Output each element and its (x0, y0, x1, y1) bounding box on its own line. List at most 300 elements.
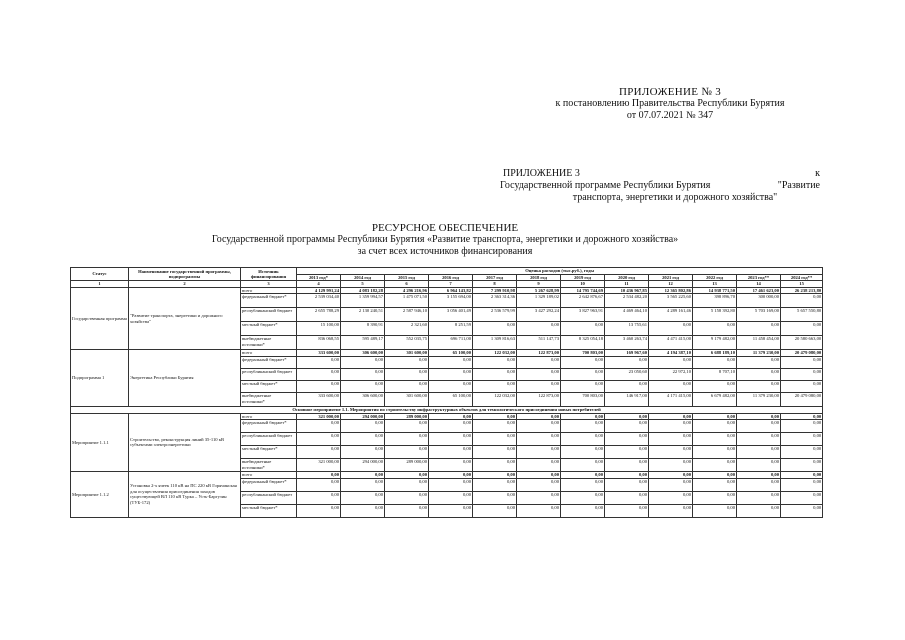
row-value: 8 390,91 (341, 322, 385, 336)
row-source: всего (241, 413, 297, 420)
row-value: 0,00 (737, 420, 781, 433)
row-value: 2 534 482,20 (605, 294, 649, 308)
row-value: 0,00 (297, 433, 341, 446)
row-value: 0,00 (297, 380, 341, 392)
table-index-row (71, 281, 823, 288)
row-value: 0,00 (737, 380, 781, 392)
row-value: 0,00 (649, 491, 693, 504)
row-value: 14 795 744,69 (561, 287, 605, 294)
row-value: 0,00 (297, 356, 341, 368)
row-value: 0,00 (473, 322, 517, 336)
row-source: республиканский бюджет (241, 433, 297, 446)
row-source: федеральный бюджет* (241, 294, 297, 308)
year-header: 2014 год (341, 274, 385, 281)
row-value: 2 539 034,40 (297, 294, 341, 308)
row-value: 0,00 (605, 420, 649, 433)
year-header: 2017 год (473, 274, 517, 281)
header-status: Статус (71, 268, 129, 281)
column-index: 15 (781, 281, 823, 288)
column-index: 12 (649, 281, 693, 288)
row-value: 0,00 (649, 504, 693, 517)
row-source: федеральный бюджет* (241, 478, 297, 491)
year-header: 2013 год* (297, 274, 341, 281)
row-value: 0,00 (561, 472, 605, 479)
row-value: 0,00 (605, 413, 649, 420)
row-value: 0,00 (429, 446, 473, 459)
column-index: 10 (561, 281, 605, 288)
year-header: 2021 год (649, 274, 693, 281)
row-value: 0,00 (693, 472, 737, 479)
row-value: 12 365 802,86 (649, 287, 693, 294)
year-header: 2016 год (429, 274, 473, 281)
row-value: 0,00 (429, 478, 473, 491)
row-status: Государственная программа (71, 287, 129, 350)
table-row (71, 413, 823, 420)
row-value: 0,00 (693, 446, 737, 459)
row-value: 301 600,00 (385, 392, 429, 406)
row-value: 700 803,00 (561, 392, 605, 406)
row-value: 65 100,00 (429, 392, 473, 406)
row-value: 0,00 (517, 420, 561, 433)
row-value: 0,00 (781, 472, 823, 479)
year-header: 2024 год** (781, 274, 823, 281)
row-value: 333 600,00 (297, 392, 341, 406)
row-value: 11 458 454,00 (737, 336, 781, 350)
row-value: 0,00 (781, 380, 823, 392)
row-value: 0,00 (781, 504, 823, 517)
row-value: 3 427 292,24 (517, 308, 561, 322)
row-value: 0,00 (429, 504, 473, 517)
row-value: 0,00 (385, 356, 429, 368)
row-value: 0,00 (473, 413, 517, 420)
row-value: 0,00 (781, 478, 823, 491)
header-name: Наименование государственной программы, подпрограммы (129, 268, 241, 281)
row-value: 0,00 (473, 478, 517, 491)
row-status: Мероприятие 1.1.1 (71, 413, 129, 472)
row-value: 0,00 (473, 420, 517, 433)
row-value: 0,00 (781, 446, 823, 459)
row-value: 3 056 401,49 (429, 308, 473, 322)
row-value: 0,00 (737, 459, 781, 472)
document-heading (160, 222, 730, 258)
row-value: 0,00 (561, 368, 605, 380)
row-value: 0,00 (385, 380, 429, 392)
row-value: 0,00 (781, 294, 823, 308)
row-value: 11 379 230,00 (737, 350, 781, 357)
row-value: 14 938 771,50 (693, 287, 737, 294)
row-value: 0,00 (517, 504, 561, 517)
row-value: 595 489,17 (341, 336, 385, 350)
row-value: 4 296 216,96 (385, 287, 429, 294)
row-value: 26 238 213,80 (781, 287, 823, 294)
row-source: всего (241, 472, 297, 479)
row-value: 0,00 (341, 433, 385, 446)
row-value: 0,00 (517, 368, 561, 380)
row-value: 6 679 482,00 (693, 392, 737, 406)
row-value: 0,00 (517, 472, 561, 479)
row-value: 0,00 (605, 356, 649, 368)
row-value: 0,00 (517, 446, 561, 459)
row-value: 20 580 663,00 (781, 336, 823, 350)
row-value: 122 032,00 (473, 392, 517, 406)
year-header: 2022 год (693, 274, 737, 281)
row-value: 4 469 464,10 (605, 308, 649, 322)
row-value: 0,00 (297, 420, 341, 433)
row-value: 0,00 (737, 433, 781, 446)
row-value: 0,00 (693, 420, 737, 433)
row-value: 0,00 (737, 472, 781, 479)
column-index: 1 (71, 281, 129, 288)
row-value: 0,00 (693, 322, 737, 336)
row-value: 0,00 (561, 433, 605, 446)
row-value: 0,00 (561, 491, 605, 504)
row-value: 0,00 (561, 446, 605, 459)
row-source: республиканский бюджет (241, 368, 297, 380)
row-value: 0,00 (561, 459, 605, 472)
row-value: 0,00 (649, 478, 693, 491)
row-value: 0,00 (737, 356, 781, 368)
column-index: 7 (429, 281, 473, 288)
resource-table (70, 267, 823, 518)
row-source: федеральный бюджет* (241, 420, 297, 433)
row-value: 0,00 (693, 413, 737, 420)
row-value: 0,00 (517, 459, 561, 472)
row-value: 0,00 (649, 322, 693, 336)
column-index: 8 (473, 281, 517, 288)
row-value: 0,00 (473, 380, 517, 392)
row-value: 0,00 (517, 356, 561, 368)
row-value: 0,00 (693, 491, 737, 504)
row-value: 0,00 (341, 491, 385, 504)
heading-line3: за счет всех источников финансирования (357, 246, 533, 257)
row-value: 0,00 (517, 433, 561, 446)
row-value: 0,00 (737, 446, 781, 459)
table-row (71, 472, 823, 479)
row-value: 0,00 (473, 356, 517, 368)
appendix-sub (500, 168, 820, 204)
row-value: 0,00 (385, 491, 429, 504)
row-value: 2 587 946,10 (385, 308, 429, 322)
row-value: 836 068,55 (297, 336, 341, 350)
row-value: 301 600,00 (385, 350, 429, 357)
row-source: всего (241, 350, 297, 357)
heading-title: РЕСУРСНОЕ ОБЕСПЕЧЕНИЕ (371, 222, 519, 234)
row-value: 0,00 (693, 459, 737, 472)
row-value: 0,00 (561, 420, 605, 433)
row-value: 0,00 (473, 433, 517, 446)
row-value: 0,00 (473, 446, 517, 459)
row-value: 5 703 169,00 (737, 308, 781, 322)
appendix-main (520, 86, 820, 122)
row-value: 5 158 392,80 (693, 308, 737, 322)
row-value: 1 359 994,57 (341, 294, 385, 308)
row-value: 0,00 (781, 491, 823, 504)
row-value: 0,00 (341, 380, 385, 392)
row-value: 0,00 (781, 420, 823, 433)
row-source: местный бюджет* (241, 380, 297, 392)
row-value: 6 688 189,10 (693, 350, 737, 357)
row-value: 1 329 189,02 (517, 294, 561, 308)
row-value: 3 565 225,60 (649, 294, 693, 308)
row-value: 0,00 (781, 356, 823, 368)
row-value: 20 479 080,00 (781, 392, 823, 406)
row-value: 511 147,73 (517, 336, 561, 350)
appendix-sub-line2-right: "Развитие (777, 180, 820, 191)
row-value: 3 155 694,00 (429, 294, 473, 308)
row-value: 0,00 (297, 472, 341, 479)
row-value: 169 967,60 (605, 350, 649, 357)
row-value: 4 194 387,10 (649, 350, 693, 357)
row-value: 0,00 (517, 491, 561, 504)
row-value: 0,00 (473, 491, 517, 504)
row-name: "Развитие транспорта, энергетики и дорожного хозяйства" (129, 287, 241, 350)
row-value: 0,00 (605, 433, 649, 446)
row-value: 15 100,00 (297, 322, 341, 336)
heading-line2: Государственной программы Республики Бурятия «Развитие транспорта, энергетики и дорожного хозяйства» (211, 234, 679, 245)
row-value: 0,00 (781, 368, 823, 380)
row-value: 8 251,59 (429, 322, 473, 336)
year-header: 2020 год (605, 274, 649, 281)
row-value: 0,00 (649, 433, 693, 446)
row-value: 0,00 (605, 491, 649, 504)
row-value: 3 827 963,91 (561, 308, 605, 322)
row-value: 0,00 (341, 478, 385, 491)
row-value: 22 972,10 (649, 368, 693, 380)
row-value: 65 100,00 (429, 350, 473, 357)
row-value: 0,00 (297, 446, 341, 459)
row-value: 0,00 (781, 322, 823, 336)
row-value: 2 655 788,29 (297, 308, 341, 322)
row-value: 700 803,00 (561, 350, 605, 357)
row-value: 3 460 263,74 (605, 336, 649, 350)
row-value: 0,00 (693, 478, 737, 491)
row-value: 0,00 (473, 368, 517, 380)
row-value: 289 000,00 (385, 459, 429, 472)
table-row (71, 287, 823, 294)
row-value: 8 707,10 (693, 368, 737, 380)
row-source: республиканский бюджет (241, 491, 297, 504)
row-value: 0,00 (605, 459, 649, 472)
row-value: 0,00 (517, 413, 561, 420)
column-index: 6 (385, 281, 429, 288)
row-value: 0,00 (693, 433, 737, 446)
row-value: 0,00 (737, 368, 781, 380)
row-value: 0,00 (561, 380, 605, 392)
column-index: 13 (693, 281, 737, 288)
row-value: 333 600,00 (297, 350, 341, 357)
row-value: 7 299 910,98 (473, 287, 517, 294)
row-value: 122 032,00 (473, 350, 517, 357)
row-value: 9 179 482,00 (693, 336, 737, 350)
row-value: 0,00 (693, 356, 737, 368)
row-name: Строительство, реконструкция линий 35-110 кВ субъектами электроэнергетики (129, 413, 241, 472)
row-value: 0,00 (605, 472, 649, 479)
row-value: 0,00 (605, 446, 649, 459)
row-value: 0,00 (473, 504, 517, 517)
row-value: 0,00 (385, 446, 429, 459)
row-value: 0,00 (649, 356, 693, 368)
row-value: 0,00 (561, 413, 605, 420)
year-header: 2018 год (517, 274, 561, 281)
row-name: Энергетика Республики Бурятия (129, 350, 241, 407)
year-header: 2023 год** (737, 274, 781, 281)
row-value: 0,00 (561, 504, 605, 517)
row-value: 0,00 (517, 478, 561, 491)
section-row (71, 406, 823, 413)
row-source: местный бюджет* (241, 504, 297, 517)
row-value: 0,00 (297, 478, 341, 491)
row-value: 0,00 (473, 459, 517, 472)
table-body (71, 287, 823, 517)
row-value: 0,00 (781, 459, 823, 472)
row-value: 0,00 (297, 491, 341, 504)
row-value: 0,00 (385, 472, 429, 479)
column-index: 2 (129, 281, 241, 288)
row-value: 321 000,00 (297, 413, 341, 420)
appendix-main-line2: к постановлению Правительства Республики Бурятия (555, 98, 785, 109)
row-value: 23 050,60 (605, 368, 649, 380)
year-header: 2015 год (385, 274, 429, 281)
row-source: федеральный бюджет* (241, 356, 297, 368)
row-value: 294 000,00 (341, 459, 385, 472)
row-value: 146 917,00 (605, 392, 649, 406)
row-value: 0,00 (385, 433, 429, 446)
row-value: 122 873,00 (517, 350, 561, 357)
row-value: 289 000,00 (385, 413, 429, 420)
row-value: 0,00 (429, 459, 473, 472)
row-value: 0,00 (297, 368, 341, 380)
row-value: 2 536 579,99 (473, 308, 517, 322)
column-index: 3 (241, 281, 297, 288)
appendix-sub-title: ПРИЛОЖЕНИЕ 3 (503, 168, 580, 179)
row-value: 2 321,60 (385, 322, 429, 336)
row-value: 0,00 (429, 472, 473, 479)
row-value: 321 000,00 (297, 459, 341, 472)
row-source: внебюджетные источники* (241, 392, 297, 406)
row-value: 20 479 080,00 (781, 350, 823, 357)
row-value: 0,00 (649, 472, 693, 479)
section-title: Основное мероприятие 1.1. Мероприятия по строительству инфраструктурных объектов для технологического присоединения новых потребителей (71, 406, 823, 413)
row-value: 0,00 (737, 413, 781, 420)
row-value: 0,00 (429, 368, 473, 380)
row-value: 306 600,00 (341, 392, 385, 406)
row-value: 0,00 (781, 413, 823, 420)
row-value: 0,00 (517, 380, 561, 392)
row-value: 0,00 (605, 504, 649, 517)
row-value: 5 657 550,80 (781, 308, 823, 322)
row-value: 0,00 (605, 478, 649, 491)
row-value: 0,00 (649, 446, 693, 459)
row-source: внебюджетные источники* (241, 459, 297, 472)
row-value: 0,00 (341, 504, 385, 517)
column-index: 5 (341, 281, 385, 288)
row-value: 13 755,61 (605, 322, 649, 336)
row-source: местный бюджет* (241, 446, 297, 459)
row-value: 0,00 (693, 380, 737, 392)
row-value: 0,00 (341, 420, 385, 433)
row-source: республиканский бюджет (241, 308, 297, 322)
row-value: 4 129 991,24 (297, 287, 341, 294)
row-status: Мероприятие 1.1.2 (71, 472, 129, 518)
row-value: 0,00 (561, 356, 605, 368)
row-value: 0,00 (385, 504, 429, 517)
row-value: 0,00 (341, 446, 385, 459)
appendix-main-line3: от 07.07.2021 № 347 (626, 110, 714, 121)
row-value: 552 035,75 (385, 336, 429, 350)
row-value: 0,00 (517, 322, 561, 336)
row-value: 0,00 (429, 433, 473, 446)
column-index: 14 (737, 281, 781, 288)
row-value: 0,00 (297, 504, 341, 517)
header-estimate: Оценка расходов (тыс.руб.), годы (297, 268, 823, 275)
row-value: 0,00 (385, 368, 429, 380)
row-value: 0,00 (737, 322, 781, 336)
row-source: всего (241, 287, 297, 294)
row-value: 0,00 (649, 380, 693, 392)
column-index: 11 (605, 281, 649, 288)
row-value: 0,00 (693, 504, 737, 517)
row-value: 0,00 (649, 413, 693, 420)
row-value: 10 436 967,85 (605, 287, 649, 294)
appendix-sub-k: к (815, 168, 820, 179)
row-value: 0,00 (429, 413, 473, 420)
row-value: 8 325 054,18 (561, 336, 605, 350)
table-row (71, 350, 823, 357)
row-value: 0,00 (385, 420, 429, 433)
row-value: 4 083 182,28 (341, 287, 385, 294)
row-value: 6 964 143,82 (429, 287, 473, 294)
row-value: 0,00 (649, 420, 693, 433)
row-value: 17 461 623,00 (737, 287, 781, 294)
row-value: 0,00 (737, 491, 781, 504)
row-value: 0,00 (737, 478, 781, 491)
row-value: 0,00 (473, 472, 517, 479)
appendix-sub-line2-left: Государственной программе Республики Бурятия (500, 180, 711, 191)
row-value: 696 711,00 (429, 336, 473, 350)
row-value: 0,00 (341, 356, 385, 368)
year-header: 2019 год (561, 274, 605, 281)
row-value: 2 642 876,67 (561, 294, 605, 308)
row-value: 398 896,70 (693, 294, 737, 308)
appendix-main-title: ПРИЛОЖЕНИЕ № 3 (618, 86, 721, 98)
row-source: внебюджетные источники* (241, 336, 297, 350)
row-value: 0,00 (561, 322, 605, 336)
row-value: 4 171 415,00 (649, 392, 693, 406)
appendix-sub-line3: транспорта, энергетики и дорожного хозяйства" (572, 192, 778, 203)
row-value: 0,00 (429, 420, 473, 433)
row-name: Установка 2-х ячеек 110 кВ на ПС 220 кВ Горячинская для осуществления присоединения заходов существующей ВЛ 110 кВ Турка – Усть-Баргузин (ТУБ-172) (129, 472, 241, 518)
row-status: Подпрограмма 1 (71, 350, 129, 407)
row-value: 294 000,00 (341, 413, 385, 420)
row-value: 0,00 (737, 504, 781, 517)
row-value: 4 289 161,46 (649, 308, 693, 322)
header-source: Источник финансирования (241, 268, 297, 281)
row-value: 0,00 (341, 368, 385, 380)
row-value: 1 309 816,63 (473, 336, 517, 350)
row-value: 0,00 (341, 472, 385, 479)
row-value: 0,00 (781, 433, 823, 446)
row-value: 300 000,00 (737, 294, 781, 308)
row-value: 0,00 (385, 478, 429, 491)
row-value: 0,00 (561, 478, 605, 491)
row-value: 1 475 071,50 (385, 294, 429, 308)
row-value: 0,00 (649, 459, 693, 472)
row-source: местный бюджет* (241, 322, 297, 336)
row-value: 122 873,00 (517, 392, 561, 406)
row-value: 2 363 314,36 (473, 294, 517, 308)
column-index: 9 (517, 281, 561, 288)
row-value: 2 130 240,51 (341, 308, 385, 322)
